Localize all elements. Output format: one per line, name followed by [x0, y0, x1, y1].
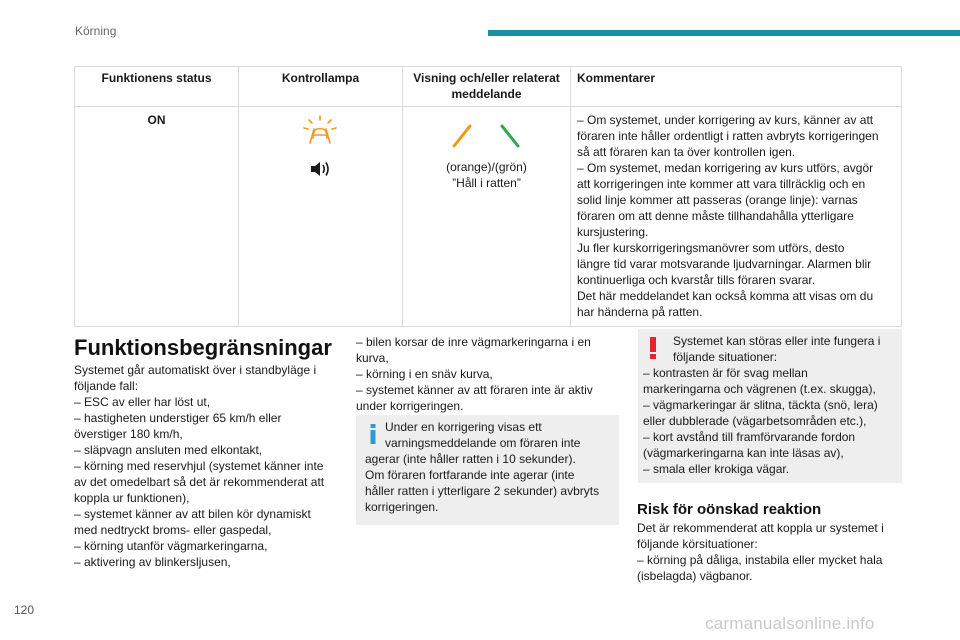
orange-lane-line-icon [451, 123, 473, 149]
text-line: eller dubblerade (vägarbetsområden etc.), [643, 414, 867, 428]
text-line: korrigeringen. [365, 500, 439, 514]
lamp-cell [239, 107, 403, 327]
message-colors: (orange)/(grön) [446, 160, 527, 174]
table-row [75, 107, 902, 327]
text-line: – kontrasten är för svag mellan [643, 366, 808, 380]
page-number: 120 [14, 603, 35, 617]
text-line: kurva, [356, 351, 389, 365]
col-header-status: Funktionens status [75, 67, 239, 107]
col-header-message [403, 67, 571, 107]
table-header-row [75, 67, 902, 107]
text-line: följande fall: [74, 379, 139, 393]
text-line: markeringarna och vägrenen (t.ex. skugga), [643, 382, 876, 396]
text-line: Systemet går automatiskt över i standbyläge i [74, 363, 317, 377]
comment-line: kursjustering. [577, 225, 649, 239]
text-line: – körning med reservhjul (systemet känner inte [74, 459, 324, 473]
comment-line: – Om systemet, medan korrigering av kurs utförs, avgör [577, 161, 874, 175]
comment-line: föraren om att denne måste tillhandahålla ytterligare [577, 209, 854, 223]
text-line: – bilen korsar de inre vägmarkeringarna i en [356, 335, 591, 349]
text-line: – körning i en snäv kurva, [356, 367, 493, 381]
text-line: under korrigeringen. [356, 399, 464, 413]
text-line: agerar (inte håller ratten i 10 sekunder). [365, 452, 576, 466]
comment-line: så att föraren kan ta över kontrollen igen. [577, 145, 796, 159]
text-line: (isbelagda) vägbanor. [637, 569, 753, 583]
text-line: – vägmarkeringar är slitna, täckta (snö, lera) [643, 398, 878, 412]
text-line: – aktivering av blinkersljusen, [74, 555, 231, 569]
message-cell [403, 107, 571, 327]
lane-keeping-lamp-icon [301, 113, 339, 147]
text-line: koppla ur funktionen), [74, 491, 190, 505]
comment-line: föraren inte håller ordentligt i ratten avbryts korrigeringen [577, 129, 879, 143]
risk-section-text [637, 520, 901, 584]
comment-line: har händerna på ratten. [577, 305, 703, 319]
text-line: Under en korrigering visas ett [385, 420, 542, 434]
comment-line: kontinuerliga och kvarstår tills föraren svarar. [577, 273, 816, 287]
comment-line: Det här meddelandet kan också komma att visas om du [577, 289, 874, 303]
risk-section-title: Risk för oönskad reaktion [637, 501, 822, 518]
text-line: – släpvagn ansluten med elkontakt, [74, 443, 263, 457]
comment-line: att korrigeringen inte kommer att vara tillräcklig och en [577, 177, 866, 191]
watermark: carmanualsonline.info [705, 614, 875, 633]
text-line: håller ratten i ytterligare 2 sekunder) avbryts [365, 484, 600, 498]
text-line: – kort avstånd till framförvarande fordon [643, 430, 856, 444]
text-line: – körning utanför vägmarkeringarna, [74, 539, 268, 553]
text-line: varningsmeddelande om föraren inte [385, 436, 581, 450]
green-lane-line-icon [499, 123, 521, 149]
info-note-text [365, 419, 615, 515]
standby-conditions-text [74, 362, 336, 570]
text-line: – systemet känner av att föraren inte är aktiv [356, 383, 593, 397]
comments-cell [571, 107, 902, 327]
section-title: Funktionsbegränsningar [74, 335, 332, 360]
text-line: överstiger 180 km/h, [74, 427, 183, 441]
comment-line: längre tid varar motsvarande ljudvarningar. Alarmen blir [577, 257, 872, 271]
col-header-lamp: Kontrollampa [239, 67, 403, 107]
text-line: – ESC av eller har löst ut, [74, 395, 211, 409]
text-line: Om föraren fortfarande inte agerar (inte [365, 468, 575, 482]
text-line: (vägmarkeringarna kan inte läsas av), [643, 446, 844, 460]
header-accent-bar [488, 30, 960, 36]
text-line: – hastigheten understiger 65 km/h eller [74, 411, 282, 425]
text-line: – smala eller krokiga vägar. [643, 462, 790, 476]
warning-note-text [643, 333, 899, 477]
text-line: med nedtryckt broms- eller gaspedal, [74, 523, 272, 537]
status-cell: ON [75, 107, 239, 327]
message-text [403, 159, 570, 191]
text-line: följande körsituationer: [637, 537, 758, 551]
text-line: – systemet känner av att bilen kör dynamiskt [74, 507, 311, 521]
text-line: följande situationer: [673, 350, 778, 364]
comment-line: solid linje kommer att passeras (orange linje): varnas [577, 193, 858, 207]
col-header-message-text: Visning och/eller relaterat meddelande [413, 71, 560, 101]
text-line: Systemet kan störas eller inte fungera i [673, 334, 881, 348]
message-label: ”Håll i ratten” [452, 176, 521, 190]
standby-conditions-continued [356, 334, 618, 414]
comment-line: Ju fler kurskorrigeringsmanövrer som utförs, desto [577, 241, 845, 255]
text-line: Det är rekommenderat att koppla ur systemet i [637, 521, 884, 535]
comment-line: – Om systemet, under korrigering av kurs, känner av att [577, 113, 874, 127]
header-title: Körning [75, 24, 117, 38]
status-table [74, 66, 902, 327]
text-line: – körning på dåliga, instabila eller mycket hala [637, 553, 883, 567]
text-line: av det omedelbart så det är rekommenderat att [74, 475, 325, 489]
speaker-icon [309, 159, 331, 179]
col-header-comments: Kommentarer [571, 67, 902, 107]
